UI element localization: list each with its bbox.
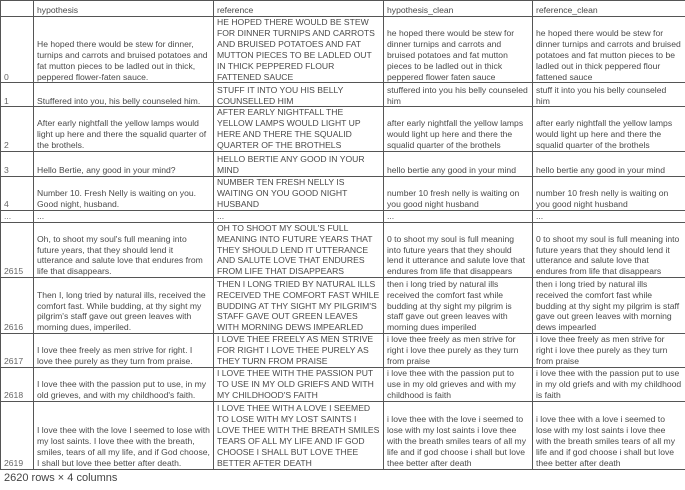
table-row [1,152,685,177]
cell-reference-clean: i love thee with the passion put to use in my old griefs and with my childhood is faith [533,367,685,401]
cell-index: 2 [1,107,34,152]
header-index [1,1,34,17]
cell-index: 2616 [1,278,34,334]
header-reference: reference [214,1,384,17]
cell-hypothesis: Stuffered into you, his belly counseled him. [34,83,214,107]
table-row [1,83,685,107]
cell-hypothesis-clean: i love thee freely as men strive for right i love thee purely as they turn from praise [384,334,533,368]
cell-index: 2617 [1,334,34,368]
cell-hypothesis-clean: after early nightfall the yellow lamps would light up here and there the squalid quarter of the brothels [384,107,533,152]
cell-index: 2619 [1,401,34,469]
cell-reference: I LOVE THEE WITH THE PASSION PUT TO USE IN MY OLD GRIEFS AND WITH MY CHILDHOOD'S FAITH [214,367,384,401]
table-row [1,401,685,469]
cell-hypothesis: ... [34,210,214,222]
cell-hypothesis-clean: 0 to shoot my soul is full meaning into future years that they should lend it utterance and salute love that endures from life that disappears [384,222,533,278]
cell-index: 1 [1,83,34,107]
cell-index: 2618 [1,367,34,401]
cell-reference-clean: 0 to shoot my soul is full meaning into future years that they should lend it utterance and salute love that endures from life that disappears [533,222,685,278]
cell-index: ... [1,210,34,222]
table-row [1,334,685,368]
cell-reference-clean: number 10 fresh nelly is waiting on you good night husband [533,177,685,211]
cell-reference: THEN I LONG TRIED BY NATURAL ILLS RECEIVED THE COMFORT FAST WHILE BUDDING AT THY SIGHT MY PILGRIM'S STAFF GAVE OUT GREEN LEAVES WITH MORNING DEWS IMPEARLED [214,278,384,334]
cell-hypothesis-clean: hello bertie any good in your mind [384,152,533,177]
cell-hypothesis: I love thee freely as men strive for right. I love thee purely as they turn from praise. [34,334,214,368]
cell-reference: OH TO SHOOT MY SOUL'S FULL MEANING INTO FUTURE YEARS THAT THEY SHOULD LEND IT UTTERANCE AND SALUTE LOVE THAT ENDURES FROM LIFE THAT DISAPPEARS [214,222,384,278]
cell-hypothesis: Number 10. Fresh Nelly is waiting on you. Good night, husband. [34,177,214,211]
shape-summary: 2620 rows × 4 columns [0,470,685,490]
cell-index: 3 [1,152,34,177]
cell-reference-clean: he hoped there would be stew for dinner turnips and carrots and bruised potatoes and fat mutton pieces to be ladled out in thick peppered flour fattened sauce [533,17,685,83]
table-row [1,17,685,83]
cell-hypothesis: He hoped there would be stew for dinner, turnips and carrots and bruised potatoes and fat mutton pieces to be ladled out in thick, peppered flower-faten sauce. [34,17,214,83]
cell-hypothesis-clean: number 10 fresh nelly is waiting on you good night husband [384,177,533,211]
cell-reference-clean: after early nightfall the yellow lamps would light up here and there the squalid quarter of the brothels [533,107,685,152]
cell-reference: AFTER EARLY NIGHTFALL THE YELLOW LAMPS WOULD LIGHT UP HERE AND THERE THE SQUALID QUARTER OF THE BROTHELS [214,107,384,152]
cell-reference: I LOVE THEE FREELY AS MEN STRIVE FOR RIGHT I LOVE THEE PURELY AS THEY TURN FROM PRAISE [214,334,384,368]
cell-hypothesis: I love thee with the passion put to use, in my old grieves, and with my childhood's faith. [34,367,214,401]
cell-hypothesis: Oh, to shoot my soul's full meaning into future years, that they should lend it utterance and salute love that endures from life that disappears. [34,222,214,278]
cell-reference-clean: stuff it into you his belly counseled him [533,83,685,107]
cell-hypothesis-clean: i love thee with the love i seemed to lose with my lost saints i love thee with the breath smiles tears of all my life and if god choose i shall but love thee better after death [384,401,533,469]
cell-hypothesis: Then I, long tried by natural ills, received the comfort fast. While budding, at thy sight my pilgrim's staff gave out green leaves with morning dues, imperiled. [34,278,214,334]
cell-hypothesis-clean: then i long tried by natural ills received the comfort fast while budding at thy sight my pilgrim is staff gave out green leaves with morning dues imperiled [384,278,533,334]
table-row [1,107,685,152]
table-row [1,210,685,222]
cell-reference: HE HOPED THERE WOULD BE STEW FOR DINNER TURNIPS AND CARROTS AND BRUISED POTATOES AND FAT MUTTON PIECES TO BE LADLED OUT IN THICK PEPPERED FLOUR FATTENED SAUCE [214,17,384,83]
cell-hypothesis-clean: i love thee with the passion put to use in my old grieves and with my childhood is faith [384,367,533,401]
cell-hypothesis-clean: he hoped there would be stew for dinner turnips and carrots and bruised potatoes and fat mutton pieces to be ladled out in thick peppered flower faten sauce [384,17,533,83]
cell-index: 2615 [1,222,34,278]
table-row [1,222,685,278]
cell-reference-clean: then i long tried by natural ills received the comfort fast while budding at thy sight my pilgrim is staff gave out green leaves with morning dews impearled [533,278,685,334]
cell-hypothesis: After early nightfall the yellow lamps would light up here and there the squalid quarter of the brothels. [34,107,214,152]
cell-index: 4 [1,177,34,211]
cell-reference-clean: i love thee with a love i seemed to lose with my lost saints i love thee with the breath smiles tears of all my life and if god choose i shall but love thee better after death [533,401,685,469]
header-hypothesis-clean: hypothesis_clean [384,1,533,17]
table-row [1,177,685,211]
cell-hypothesis-clean: ... [384,210,533,222]
cell-reference: ... [214,210,384,222]
cell-reference-clean: ... [533,210,685,222]
cell-index: 0 [1,17,34,83]
header-hypothesis: hypothesis [34,1,214,17]
header-row [1,1,685,17]
cell-reference: I LOVE THEE WITH A LOVE I SEEMED TO LOSE WITH MY LOST SAINTS I LOVE THEE WITH THE BREATH SMILES TEARS OF ALL MY LIFE AND IF GOD CHOOSE I SHALL BUT LOVE THEE BETTER AFTER DEATH [214,401,384,469]
cell-hypothesis: Hello Bertie, any good in your mind? [34,152,214,177]
table-row [1,278,685,334]
cell-reference: HELLO BERTIE ANY GOOD IN YOUR MIND [214,152,384,177]
cell-hypothesis-clean: stuffered into you his belly counseled him [384,83,533,107]
table-row [1,367,685,401]
cell-reference: NUMBER TEN FRESH NELLY IS WAITING ON YOU GOOD NIGHT HUSBAND [214,177,384,211]
cell-reference-clean: i love thee freely as men strive for right i love thee purely as they turn from praise [533,334,685,368]
cell-hypothesis: I love thee with the love I seemed to lose with my lost saints. I love thee with the breath, smiles, tears of all my life, and if God choose, I shall but love thee better after death. [34,401,214,469]
header-reference-clean: reference_clean [533,1,685,17]
cell-reference-clean: hello bertie any good in your mind [533,152,685,177]
cell-reference: STUFF IT INTO YOU HIS BELLY COUNSELLED HIM [214,83,384,107]
